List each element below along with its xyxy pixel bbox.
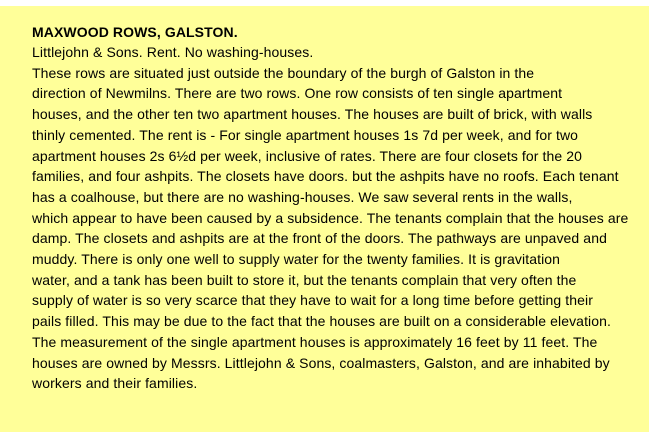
text-line-10: damp. The closets and ashpits are at the front of the doors. The pathways are unpaved and [32, 230, 607, 247]
text-line-14: pails filled. This may be due to the fact that the houses are built on a considerable elevation. [32, 313, 612, 330]
text-line-9: which appear to have been caused by a subsidence. The tenants complain that the houses are [32, 209, 629, 226]
text-line-13: supply of water is so very scarce that they have to wait for a long time before getting their [32, 292, 594, 309]
text-line-17: workers and their families. [32, 375, 198, 392]
text-line-16: houses are owned by Messrs. Littlejohn & Sons, coalmasters, Galston, and are inhabited by [32, 354, 610, 371]
text-line-1: Littlejohn & Sons. Rent. No washing-houses. [32, 44, 314, 60]
text-line-7: families, and four ashpits. The closets have doors. but the ashpits have no roofs. Each tenant [32, 168, 619, 185]
text-line-4: houses, and the other ten two apartment houses. The houses are built of brick, with walls [32, 106, 593, 123]
text-line-8: has a coalhouse, but there are no washing-houses. We saw several rents in the walls, [32, 188, 573, 205]
text-line-15: The measurement of the single apartment houses is approximately 16 feet by 11 feet. The [32, 333, 598, 350]
document-title: MAXWOOD ROWS, GALSTON. [32, 24, 238, 40]
text-line-2: These rows are situated just outside the boundary of the burgh of Galston in the [32, 64, 535, 81]
text-line-3: direction of Newmilns. There are two rows. One row consists of ten single apartment [32, 85, 563, 102]
document-panel [0, 6, 649, 432]
text-line-12: water, and a tank has been built to store it, but the tenants complain that very often the [32, 271, 577, 288]
text-line-11: muddy. There is only one well to supply water for the twenty families. It is gravitation [32, 251, 561, 268]
text-line-6: apartment houses 2s 6½d per week, inclusive of rates. There are four closets for the 20 [32, 147, 583, 164]
text-line-5: thinly cemented. The rent is - For single apartment houses 1s 7d per week, and for two [32, 126, 579, 143]
